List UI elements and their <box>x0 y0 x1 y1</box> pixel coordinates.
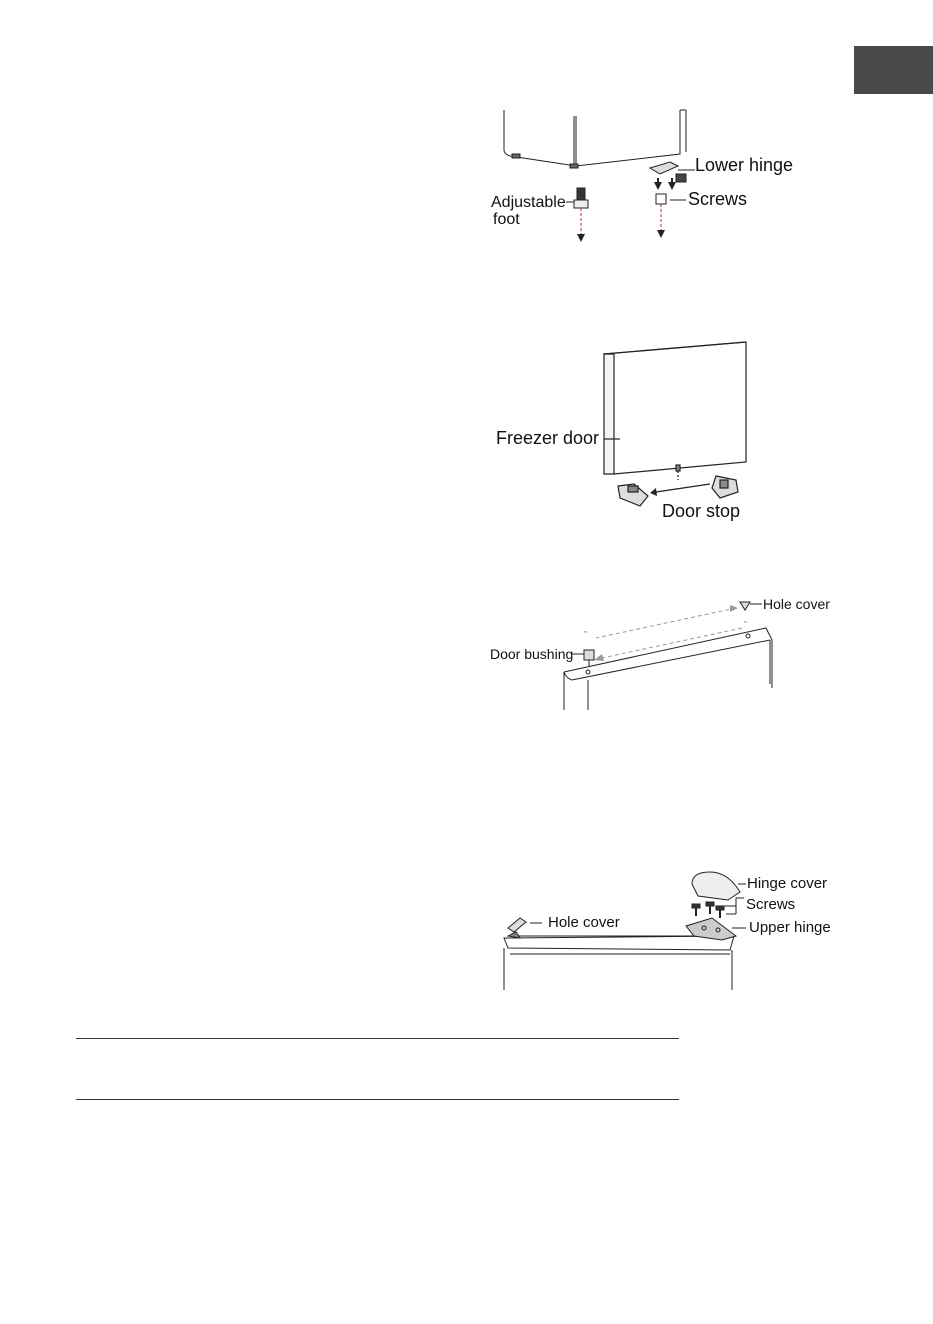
label-hinge-cover: Hinge cover <box>747 875 828 892</box>
note-rule-top <box>76 1038 679 1039</box>
figure-lower-hinge <box>480 108 810 248</box>
svg-text:'': '' <box>584 630 588 639</box>
language-tab <box>854 46 933 94</box>
label-adjustable-foot-2: foot <box>493 211 520 228</box>
note-rule-bottom <box>76 1099 679 1100</box>
label-adjustable-foot-1: Adjustable <box>491 194 566 211</box>
label-door-stop: Door stop <box>662 501 741 521</box>
label-screws: Screws <box>688 189 748 209</box>
svg-text:'': '' <box>744 620 748 629</box>
label-upper-hinge: Upper hinge <box>749 919 831 936</box>
label-freezer-door: Freezer door <box>496 428 600 448</box>
label-hole-cover-left: Hole cover <box>548 914 620 931</box>
label-hole-cover-top: Hole cover <box>763 596 830 612</box>
label-door-bushing: Door bushing <box>490 646 574 662</box>
lower-hinge-illustration <box>480 108 810 248</box>
label-lower-hinge: Lower hinge <box>695 155 794 175</box>
label-screws-upper: Screws <box>746 896 796 913</box>
